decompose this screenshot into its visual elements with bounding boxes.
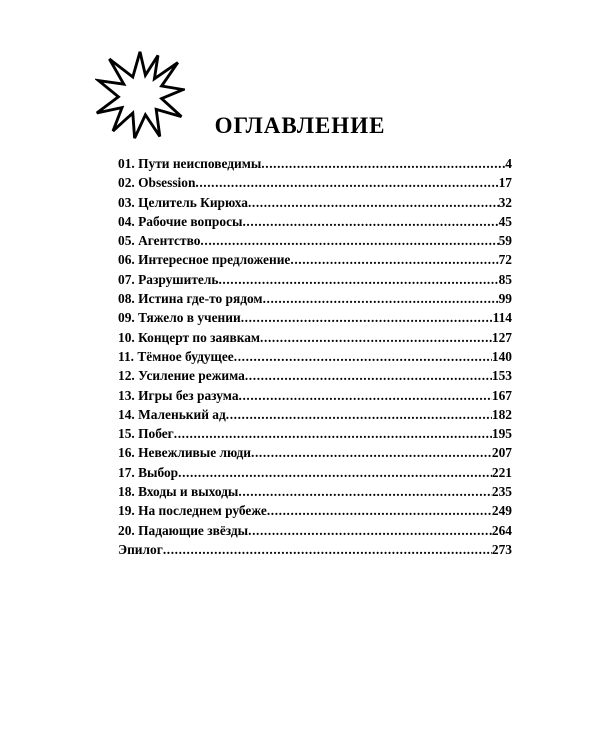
toc-dot-leader — [242, 212, 498, 231]
toc-entry[interactable] — [118, 443, 512, 462]
toc-entry[interactable] — [118, 463, 512, 482]
toc-entry-page: 273 — [491, 541, 512, 557]
toc-dot-leader — [238, 482, 492, 501]
toc-entry-page: 264 — [491, 522, 512, 538]
toc-entry[interactable] — [118, 521, 512, 540]
toc-entry[interactable] — [118, 405, 512, 424]
toc-entry-page: 99 — [498, 291, 512, 307]
toc-dot-leader — [218, 270, 498, 289]
toc-entry-title: 13. Игры без разума — [118, 387, 239, 403]
toc-entry[interactable] — [118, 540, 512, 559]
toc-entry[interactable] — [118, 424, 512, 443]
toc-entry-title: 06. Интересное предложение — [118, 252, 291, 268]
toc-entry-page: 114 — [492, 310, 512, 326]
toc-entry[interactable] — [118, 482, 512, 501]
toc-dot-leader — [241, 308, 493, 327]
toc-entry-title: 05. Агентство — [118, 233, 201, 249]
toc-entry-title: 20. Падающие звёзды — [118, 522, 249, 538]
toc-entry-page: 4 — [505, 156, 512, 171]
toc-entry-page: 182 — [491, 406, 512, 422]
toc-entry-title: 17. Выбор — [118, 464, 179, 480]
toc-entry[interactable] — [118, 154, 512, 173]
toc-entry[interactable] — [118, 386, 512, 405]
page-title: ОГЛАВЛЕНИЕ — [214, 113, 386, 138]
toc-dot-leader — [239, 386, 492, 405]
toc-dot-leader — [245, 366, 492, 385]
toc-entry-page: 153 — [491, 368, 512, 384]
toc-entry-page: 17 — [498, 175, 512, 191]
toc-entry-title: 10. Концерт по заявкам — [118, 329, 261, 345]
toc-entry-page: 140 — [491, 348, 512, 364]
toc-entry-title: 15. Побег — [118, 426, 174, 442]
toc-dot-leader — [251, 443, 492, 462]
toc-entry-title: 19. На последнем рубеже — [118, 503, 267, 519]
toc-dot-leader — [226, 405, 492, 424]
toc-dot-leader — [267, 501, 492, 520]
toc-entry-title: 18. Входы и выходы — [118, 484, 239, 500]
toc-entry[interactable] — [118, 173, 512, 192]
toc-dot-leader — [234, 347, 492, 366]
toc-entry-title: 16. Невежливые люди — [118, 445, 252, 461]
table-of-contents — [118, 154, 512, 559]
toc-entry-page: 127 — [491, 329, 512, 345]
toc-entry[interactable] — [118, 347, 512, 366]
toc-dot-leader — [290, 250, 498, 269]
toc-entry-title: 08. Истина где-то рядом — [118, 291, 263, 307]
toc-entry-title: 07. Разрушитель — [118, 271, 219, 287]
toc-entry-page: 249 — [491, 503, 512, 519]
toc-dot-leader — [263, 289, 499, 308]
toc-entry-title: 11. Тёмное будущее — [118, 348, 234, 364]
toc-entry-page: 45 — [498, 213, 512, 229]
toc-entry-title: 03. Целитель Кирюха — [118, 194, 248, 210]
toc-entry-page: 167 — [491, 387, 512, 403]
toc-entry[interactable] — [118, 328, 512, 347]
toc-entry-page: 221 — [491, 464, 512, 480]
toc-dot-leader — [195, 173, 498, 192]
toc-entry[interactable] — [118, 289, 512, 308]
toc-entry-page: 195 — [491, 426, 512, 442]
toc-dot-leader — [248, 521, 492, 540]
toc-entry[interactable] — [118, 501, 512, 520]
toc-entry[interactable] — [118, 193, 512, 212]
toc-entry[interactable] — [118, 231, 512, 250]
toc-entry-page: 207 — [491, 445, 512, 461]
toc-entry[interactable] — [118, 250, 512, 269]
toc-entry-page: 59 — [498, 233, 512, 249]
toc-entry[interactable] — [118, 270, 512, 289]
toc-dot-leader — [200, 231, 498, 250]
toc-entry-title: 01. Пути неисповедимы — [118, 156, 262, 171]
toc-entry-page: 85 — [498, 271, 512, 287]
toc-entry-title: 14. Маленький ад — [118, 406, 226, 422]
toc-entry-page: 32 — [498, 194, 512, 210]
toc-entry-title: 02. Obsession — [118, 175, 196, 191]
toc-entry-title: 04. Рабочие вопросы — [118, 213, 243, 229]
toc-entry-page: 235 — [491, 484, 512, 500]
toc-entry[interactable] — [118, 212, 512, 231]
toc-entry-title: 12. Усиление режима — [118, 368, 245, 384]
toc-dot-leader — [248, 193, 499, 212]
toc-dot-leader — [178, 463, 492, 482]
toc-dot-leader — [261, 154, 505, 173]
toc-entry-title: Эпилог — [118, 541, 163, 557]
toc-entry-title: 09. Тяжело в учении — [118, 310, 241, 326]
toc-entry[interactable] — [118, 308, 512, 327]
toc-dot-leader — [174, 424, 492, 443]
toc-dot-leader — [163, 540, 492, 559]
toc-entry[interactable] — [118, 366, 512, 385]
toc-entry-page: 72 — [498, 252, 512, 268]
toc-dot-leader — [260, 328, 492, 347]
